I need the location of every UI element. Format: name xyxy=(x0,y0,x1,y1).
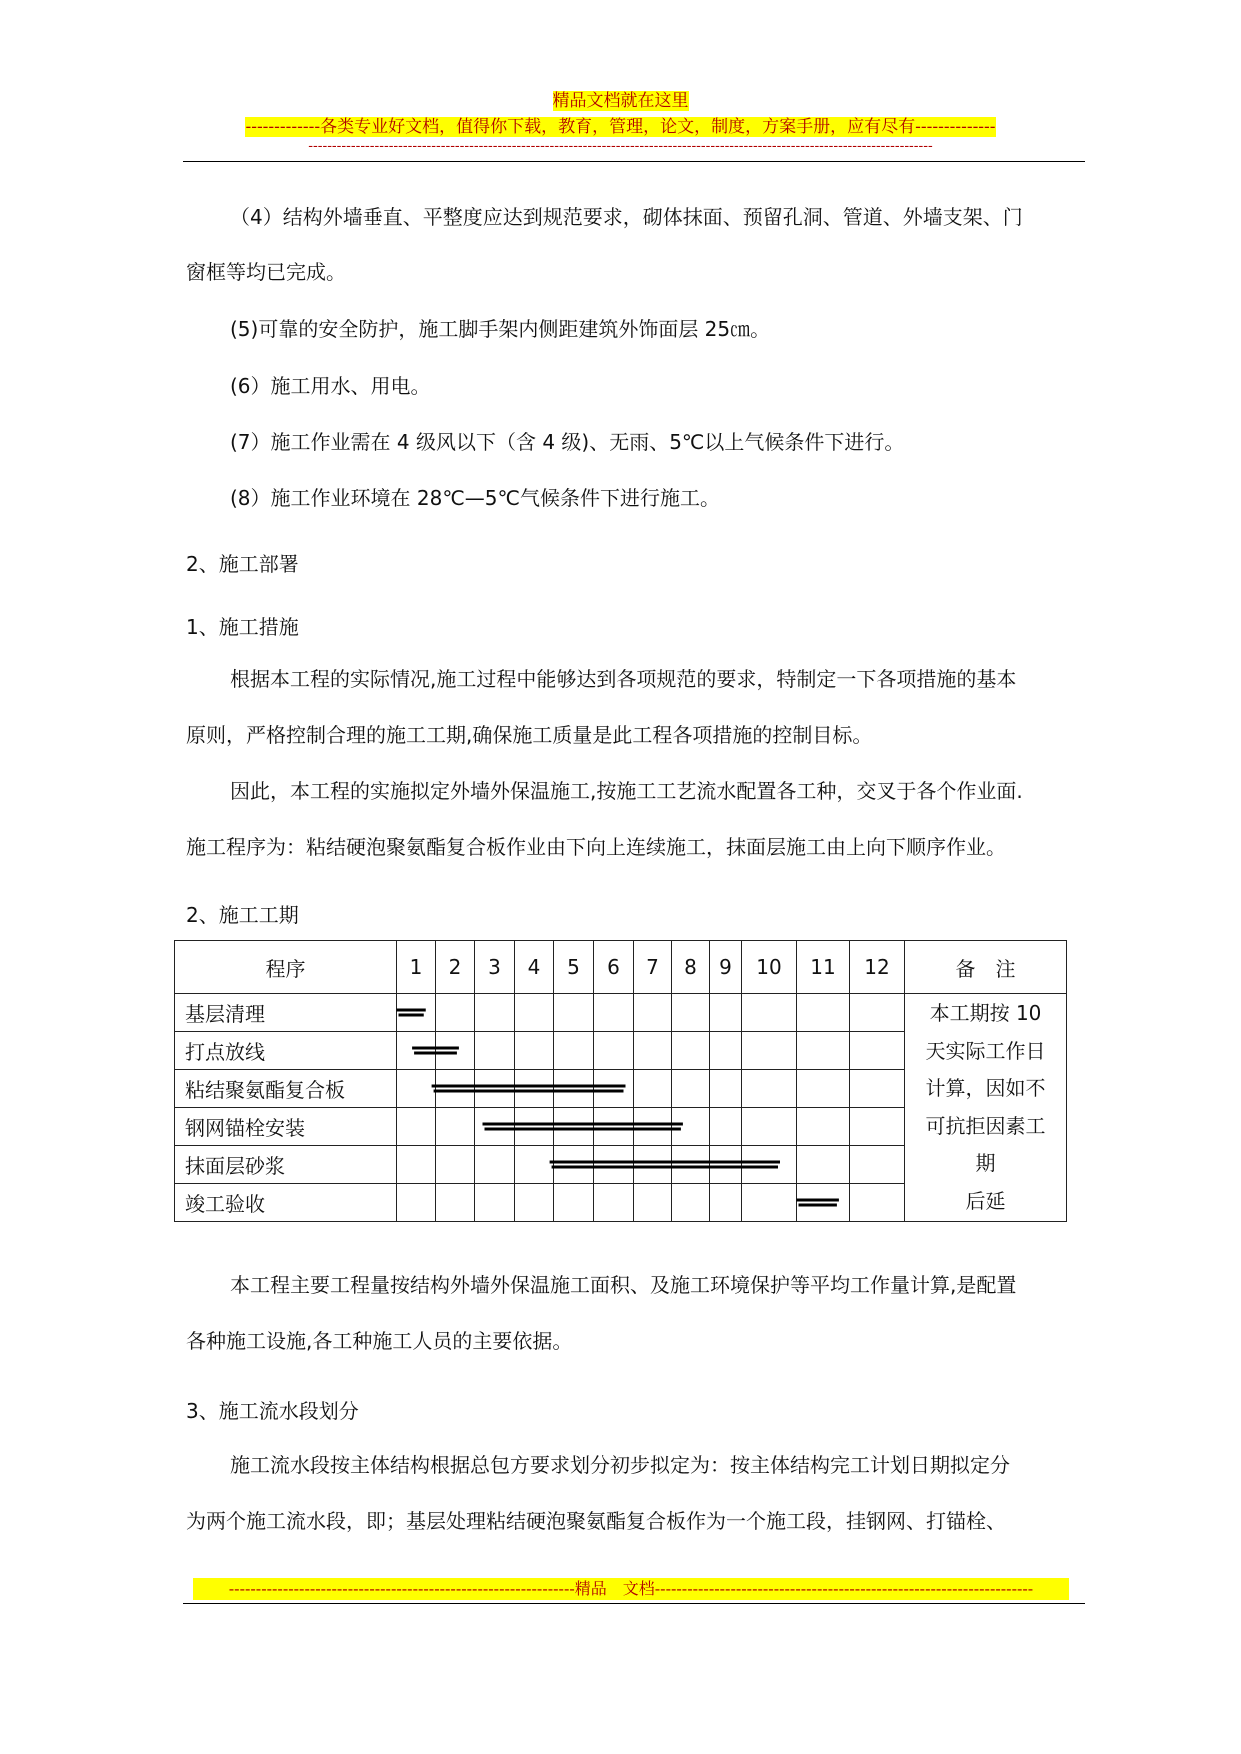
section-deployment: 2、施工部署 xyxy=(186,552,299,576)
footer-rule xyxy=(183,1603,1085,1604)
section-flow: 3、施工流水段划分 xyxy=(186,1399,359,1423)
schedule-note xyxy=(905,994,1067,1222)
day-header: 4 xyxy=(515,941,554,994)
flow-line1: 施工流水段按主体结构根据总包方要求划分初步拟定为：按主体结构完工计划日期拟定分 xyxy=(230,1453,1010,1477)
task-row xyxy=(175,994,1067,1032)
measures-line2: 原则，严格控制合理的施工工期,确保施工质量是此工程各项措施的控制目标。 xyxy=(186,723,873,747)
header-dashes: ------------------------------------------------------------------------------------------------------------------------------------ xyxy=(308,138,933,154)
day-header: 12 xyxy=(850,941,905,994)
paragraph-4-line2: 窗框等均已完成。 xyxy=(186,260,346,284)
day-header: 6 xyxy=(594,941,634,994)
note-line: 期 xyxy=(975,1151,996,1175)
section-schedule: 2、施工工期 xyxy=(186,903,299,927)
day-header: 1 xyxy=(397,941,436,994)
task-name: 粘结聚氨酯复合板 xyxy=(175,1070,397,1108)
note-line: 计算，因如不 xyxy=(925,1076,1046,1100)
header-rule xyxy=(183,161,1085,162)
footer-banner: ----------------------------------------------------------------精品 文档---------------------------------------------------------------------- xyxy=(193,1578,1069,1600)
header-title: 精品文档就在这里 xyxy=(552,91,689,111)
day-header: 10 xyxy=(742,941,797,994)
task-name: 基层清理 xyxy=(175,994,397,1032)
task-name: 抹面层砂浆 xyxy=(175,1146,397,1184)
flow-line2: 为两个施工流水段，即；基层处理粘结硬泡聚氨酯复合板作为一个施工段，挂钢网、打锚栓、 xyxy=(186,1509,1006,1533)
workload-line1: 本工程主要工程量按结构外墙外保温施工面积、及施工环境保护等平均工作量计算,是配置 xyxy=(230,1273,1017,1297)
day-header: 9 xyxy=(710,941,742,994)
paragraph-5: (5)可靠的安全防护，施工脚手架内侧距建筑外饰面层 25㎝。 xyxy=(230,317,771,341)
note-line: 本工期按 10 xyxy=(929,1001,1042,1025)
header-slogan: -------------各类专业好文档，值得你下载，教育，管理，论文，制度，方案手册，应有尽有-------------- xyxy=(245,117,996,137)
measures-line1: 根据本工程的实际情况,施工过程中能够达到各项规范的要求，特制定一下各项措施的基本 xyxy=(230,667,1017,691)
task-name: 竣工验收 xyxy=(175,1184,397,1222)
schedule-header-row xyxy=(175,941,1067,994)
paragraph-6: (6）施工用水、用电。 xyxy=(230,374,431,398)
day-header: 8 xyxy=(672,941,710,994)
day-header: 5 xyxy=(554,941,594,994)
paragraph-4-line1: （4）结构外墙垂直、平整度应达到规范要求，砌体抹面、预留孔洞、管道、外墙支架、门 xyxy=(230,205,1023,229)
measures-line4: 施工程序为：粘结硬泡聚氨酯复合板作业由下向上连续施工，抹面层施工由上向下顺序作业。 xyxy=(186,835,1006,859)
schedule-table xyxy=(174,940,1067,1222)
proc-header: 程序 xyxy=(175,941,397,994)
task-name: 打点放线 xyxy=(175,1032,397,1070)
day-header: 2 xyxy=(436,941,475,994)
note-line: 可抗拒因素工 xyxy=(925,1113,1046,1138)
paragraph-7: (7）施工作业需在 4 级风以下（含 4 级)、无雨、5℃以上气候条件下进行。 xyxy=(230,430,905,454)
section-measures: 1、施工措施 xyxy=(186,615,299,639)
paragraph-8: (8）施工作业环境在 28℃—5℃气候条件下进行施工。 xyxy=(230,486,720,510)
note-line: 后延 xyxy=(965,1188,1006,1213)
workload-line2: 各种施工设施,各工种施工人员的主要依据。 xyxy=(186,1329,573,1353)
day-header: 11 xyxy=(797,941,850,994)
day-header: 3 xyxy=(475,941,515,994)
measures-line3: 因此，本工程的实施拟定外墙外保温施工,按施工工艺流水配置各工种，交叉于各个作业面. xyxy=(230,779,1023,803)
note-line: 天实际工作日 xyxy=(925,1038,1046,1063)
note-header: 备 注 xyxy=(905,941,1067,994)
day-header: 7 xyxy=(634,941,672,994)
task-name: 钢网锚栓安装 xyxy=(175,1108,397,1146)
